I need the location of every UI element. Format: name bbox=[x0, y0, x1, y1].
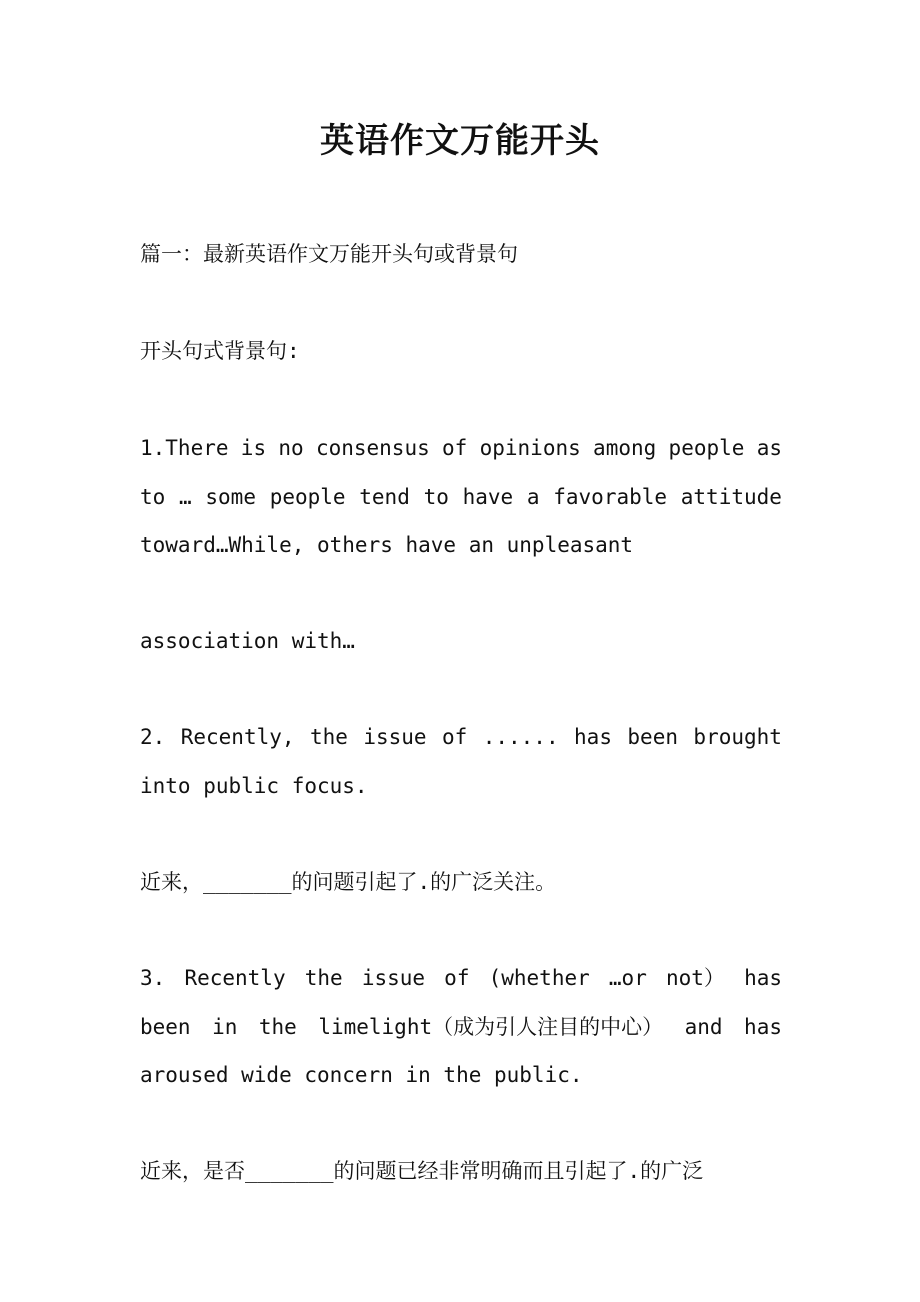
word: of bbox=[442, 725, 468, 749]
section-heading: 篇一：最新英语作文万能开头句或背景句 bbox=[140, 242, 518, 266]
word: tend bbox=[359, 484, 410, 509]
item-2-line-1 bbox=[140, 713, 782, 762]
item-3 bbox=[140, 954, 782, 1100]
word: 2. bbox=[140, 725, 166, 749]
word: to bbox=[140, 484, 166, 509]
word: Recently bbox=[184, 966, 286, 990]
word: ...... bbox=[482, 725, 559, 749]
item-1-line-1 bbox=[140, 424, 782, 473]
word: the bbox=[304, 966, 343, 990]
word: has bbox=[744, 966, 782, 990]
document-title: 英语作文万能开头 bbox=[320, 121, 600, 161]
word: as bbox=[756, 436, 782, 460]
word: no bbox=[278, 436, 304, 460]
word: have bbox=[462, 484, 514, 509]
word: people bbox=[668, 436, 745, 460]
word: 1.There bbox=[140, 436, 229, 460]
word: 3. bbox=[140, 966, 166, 990]
word: is bbox=[240, 436, 267, 460]
word: of bbox=[442, 436, 468, 460]
word: … bbox=[179, 484, 192, 509]
word: in bbox=[212, 1014, 238, 1039]
item-2-line-2: into public focus. bbox=[140, 773, 368, 798]
word: not） bbox=[665, 966, 725, 990]
word: a bbox=[526, 484, 540, 509]
item-1 bbox=[140, 424, 782, 570]
word: has bbox=[744, 1014, 782, 1039]
word: people bbox=[269, 484, 346, 509]
word: issue bbox=[361, 966, 426, 990]
word: has bbox=[574, 725, 612, 749]
item-2 bbox=[140, 713, 782, 810]
item-3-chinese: 近来，是否_______的问题已经非常明确而且引起了.的广泛 bbox=[140, 1159, 704, 1183]
word: been bbox=[140, 1014, 191, 1039]
word: brought bbox=[693, 725, 782, 749]
item-3-line-2 bbox=[140, 1003, 782, 1052]
word: of bbox=[444, 966, 470, 990]
word: been bbox=[627, 725, 678, 749]
word: and bbox=[684, 1014, 723, 1039]
item-1-line-4: association with… bbox=[140, 629, 355, 653]
item-3-line-1 bbox=[140, 954, 782, 1003]
item-1-line-2 bbox=[140, 473, 782, 522]
word: issue bbox=[363, 725, 427, 749]
item-3-line-3: aroused wide concern in the public. bbox=[140, 1063, 583, 1087]
word: opinions bbox=[479, 436, 581, 460]
word: attitude bbox=[680, 484, 782, 509]
word: favorable bbox=[553, 484, 668, 509]
item-1-line-3: toward…While, others have an unpleasant bbox=[140, 533, 634, 557]
word: the bbox=[258, 1014, 297, 1039]
subheading: 开头句式背景句: bbox=[140, 339, 300, 363]
word: consensus bbox=[315, 436, 430, 460]
word: to bbox=[423, 484, 449, 509]
word: among bbox=[593, 436, 657, 460]
word: limelight（成为引人注目的中心） bbox=[318, 1014, 664, 1039]
word: (whether bbox=[488, 966, 590, 990]
word: Recently, bbox=[180, 725, 295, 749]
word: …or bbox=[608, 966, 647, 990]
item-2-chinese: 近来，_______的问题引起了.的广泛关注。 bbox=[140, 870, 557, 894]
word: the bbox=[309, 725, 348, 749]
word: some bbox=[205, 484, 256, 509]
